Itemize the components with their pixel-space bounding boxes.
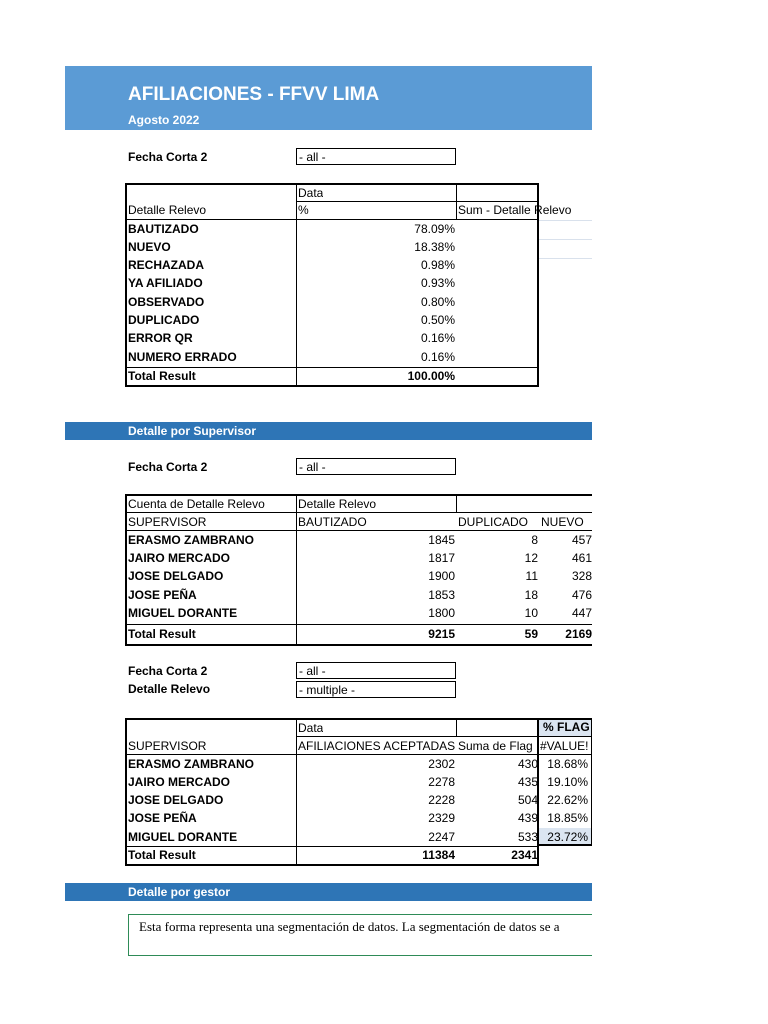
slicer-placeholder-shape[interactable] bbox=[128, 914, 592, 956]
table-row-value: 18.85% bbox=[547, 811, 588, 825]
filter-dropdown-fecha-corta[interactable] bbox=[296, 662, 456, 679]
header-detalle-relevo: Detalle Relevo bbox=[298, 497, 377, 511]
filter-dropdown-fecha-corta[interactable] bbox=[296, 148, 456, 165]
table-row-value: 2278 bbox=[428, 775, 455, 789]
table-row-label: ERASMO ZAMBRANO bbox=[128, 533, 254, 547]
table-row-value: 19.10% bbox=[547, 775, 588, 789]
table-row-label: NUMERO ERRADO bbox=[128, 350, 237, 364]
filter-value: - all - bbox=[299, 150, 326, 164]
table-row-label: ERASMO ZAMBRANO bbox=[128, 757, 254, 771]
header-afiliaciones-aceptadas: AFILIACIONES ACEPTADAS bbox=[298, 739, 456, 753]
header-bautizado: BAUTIZADO bbox=[298, 515, 367, 529]
table-row-value: 1900 bbox=[428, 569, 455, 583]
pivot-table-supervisor bbox=[125, 494, 592, 646]
table-row-value: 439 bbox=[517, 811, 538, 825]
table-row-value: 18 bbox=[524, 588, 538, 602]
table-row-value: 0.93% bbox=[420, 276, 455, 290]
header-cuenta-detalle-relevo: Cuenta de Detalle Relevo bbox=[128, 497, 265, 511]
title-banner bbox=[65, 66, 592, 130]
table-row-value: 461 bbox=[571, 551, 592, 565]
table-row-value: 18.68% bbox=[547, 757, 588, 771]
total-row-value: 59 bbox=[524, 627, 538, 641]
spreadsheet-sheet bbox=[65, 66, 592, 956]
header-flag-percent: % FLAG bbox=[543, 720, 590, 734]
table-row-value: 10 bbox=[524, 606, 538, 620]
header-suma-de-flag: Suma de Flag bbox=[458, 739, 533, 753]
slicer-placeholder-text: Esta forma representa una segmentación de datos. La segmentación de datos se a bbox=[139, 919, 560, 934]
header-supervisor: SUPERVISOR bbox=[128, 739, 207, 753]
table-row-label: BAUTIZADO bbox=[128, 222, 199, 236]
total-row-label: Total Result bbox=[128, 848, 196, 862]
table-row-label: NUEVO bbox=[128, 240, 171, 254]
table-row-label: JOSE DELGADO bbox=[128, 569, 224, 583]
table-row-label: RECHAZADA bbox=[128, 258, 204, 272]
report-subtitle: Agosto 2022 bbox=[128, 113, 200, 127]
header-supervisor: SUPERVISOR bbox=[128, 515, 207, 529]
report-title: AFILIACIONES - FFVV LIMA bbox=[128, 84, 380, 105]
pivot-table-flag bbox=[125, 718, 592, 866]
section-bar-supervisor bbox=[65, 422, 592, 440]
filter-value: - multiple - bbox=[299, 683, 356, 697]
table-row-value: 1800 bbox=[428, 606, 455, 620]
table-row-value: 430 bbox=[517, 757, 538, 771]
header-value-error: #VALUE! bbox=[540, 739, 589, 753]
table-row-value: 1853 bbox=[428, 588, 455, 602]
table-row-value: 2329 bbox=[428, 811, 455, 825]
table-row-value: 12 bbox=[524, 551, 538, 565]
table-row-value[interactable]: 23.72% bbox=[547, 830, 588, 844]
total-row-value: 2341 bbox=[511, 848, 538, 862]
table-row-label: MIGUEL DORANTE bbox=[128, 606, 238, 620]
table-row-value: 0.98% bbox=[420, 258, 455, 272]
total-row-value: 9215 bbox=[428, 627, 455, 641]
filter-label-fecha-corta: Fecha Corta 2 bbox=[128, 664, 208, 678]
table-row-value: 2247 bbox=[428, 830, 455, 844]
total-row-label: Total Result bbox=[128, 369, 196, 383]
table-row-value: 447 bbox=[571, 606, 592, 620]
header-detalle-relevo: Detalle Relevo bbox=[128, 203, 207, 217]
table-row-label: JOSE DELGADO bbox=[128, 793, 224, 807]
table-row-value: 22.62% bbox=[547, 793, 588, 807]
total-row-value: 2169 bbox=[565, 627, 592, 641]
header-duplicado: DUPLICADO bbox=[458, 515, 529, 529]
table-row-label: JAIRO MERCADO bbox=[128, 551, 231, 565]
header-data: Data bbox=[298, 186, 324, 200]
table-row-value: 476 bbox=[571, 588, 592, 602]
table-row-value: 504 bbox=[517, 793, 538, 807]
total-row-value: 100.00% bbox=[407, 369, 455, 383]
table-row-label: OBSERVADO bbox=[128, 295, 205, 309]
table-row-value: 18.38% bbox=[414, 240, 455, 254]
pivot-table-detalle-relevo bbox=[125, 183, 572, 387]
filter-value: - all - bbox=[299, 460, 326, 474]
filter-label-fecha-corta: Fecha Corta 2 bbox=[128, 150, 208, 164]
table-row-value: 457 bbox=[571, 533, 592, 547]
table-row-label: JOSE PEÑA bbox=[128, 588, 197, 602]
table-row-value: 328 bbox=[571, 569, 592, 583]
table-row-value: 0.50% bbox=[420, 313, 455, 327]
header-nuevo: NUEVO bbox=[541, 515, 584, 529]
table-row-value: 11 bbox=[525, 569, 538, 583]
table-row-label: YA AFILIADO bbox=[128, 276, 203, 290]
filter-dropdown-fecha-corta[interactable] bbox=[296, 458, 456, 475]
total-row-label: Total Result bbox=[128, 627, 196, 641]
table-row-value: 2228 bbox=[428, 793, 455, 807]
filter-value: - all - bbox=[299, 664, 326, 678]
section-bar-gestor bbox=[65, 883, 592, 901]
table-row-label: MIGUEL DORANTE bbox=[128, 830, 238, 844]
table-row-label: JOSE PEÑA bbox=[128, 811, 197, 825]
filter-label-fecha-corta: Fecha Corta 2 bbox=[128, 460, 208, 474]
header-sum-detalle-relevo: Sum - Detalle Relevo bbox=[458, 203, 572, 217]
table-row-value: 78.09% bbox=[414, 222, 455, 236]
table-row-value: 8 bbox=[531, 533, 538, 547]
table-row-label: ERROR QR bbox=[128, 331, 193, 345]
section-title: Detalle por Supervisor bbox=[128, 424, 257, 438]
table-row-value: 0.80% bbox=[420, 295, 455, 309]
total-row-value: 11384 bbox=[422, 848, 455, 862]
header-data: Data bbox=[298, 721, 324, 735]
table-row-value: 1845 bbox=[428, 533, 455, 547]
header-percent: % bbox=[298, 203, 309, 217]
section-title: Detalle por gestor bbox=[128, 885, 231, 899]
table-row-value: 435 bbox=[517, 775, 538, 789]
table-row-value: 0.16% bbox=[420, 350, 455, 364]
filter-label-detalle-relevo: Detalle Relevo bbox=[128, 682, 211, 696]
table-row-value: 0.16% bbox=[420, 331, 455, 345]
table-row-value: 1817 bbox=[428, 551, 455, 565]
table-row-label: JAIRO MERCADO bbox=[128, 775, 231, 789]
table-row-value: 533 bbox=[517, 830, 538, 844]
table-row-label: DUPLICADO bbox=[128, 313, 200, 327]
table-row-value: 2302 bbox=[428, 757, 455, 771]
filter-dropdown-detalle-relevo[interactable] bbox=[296, 681, 456, 698]
